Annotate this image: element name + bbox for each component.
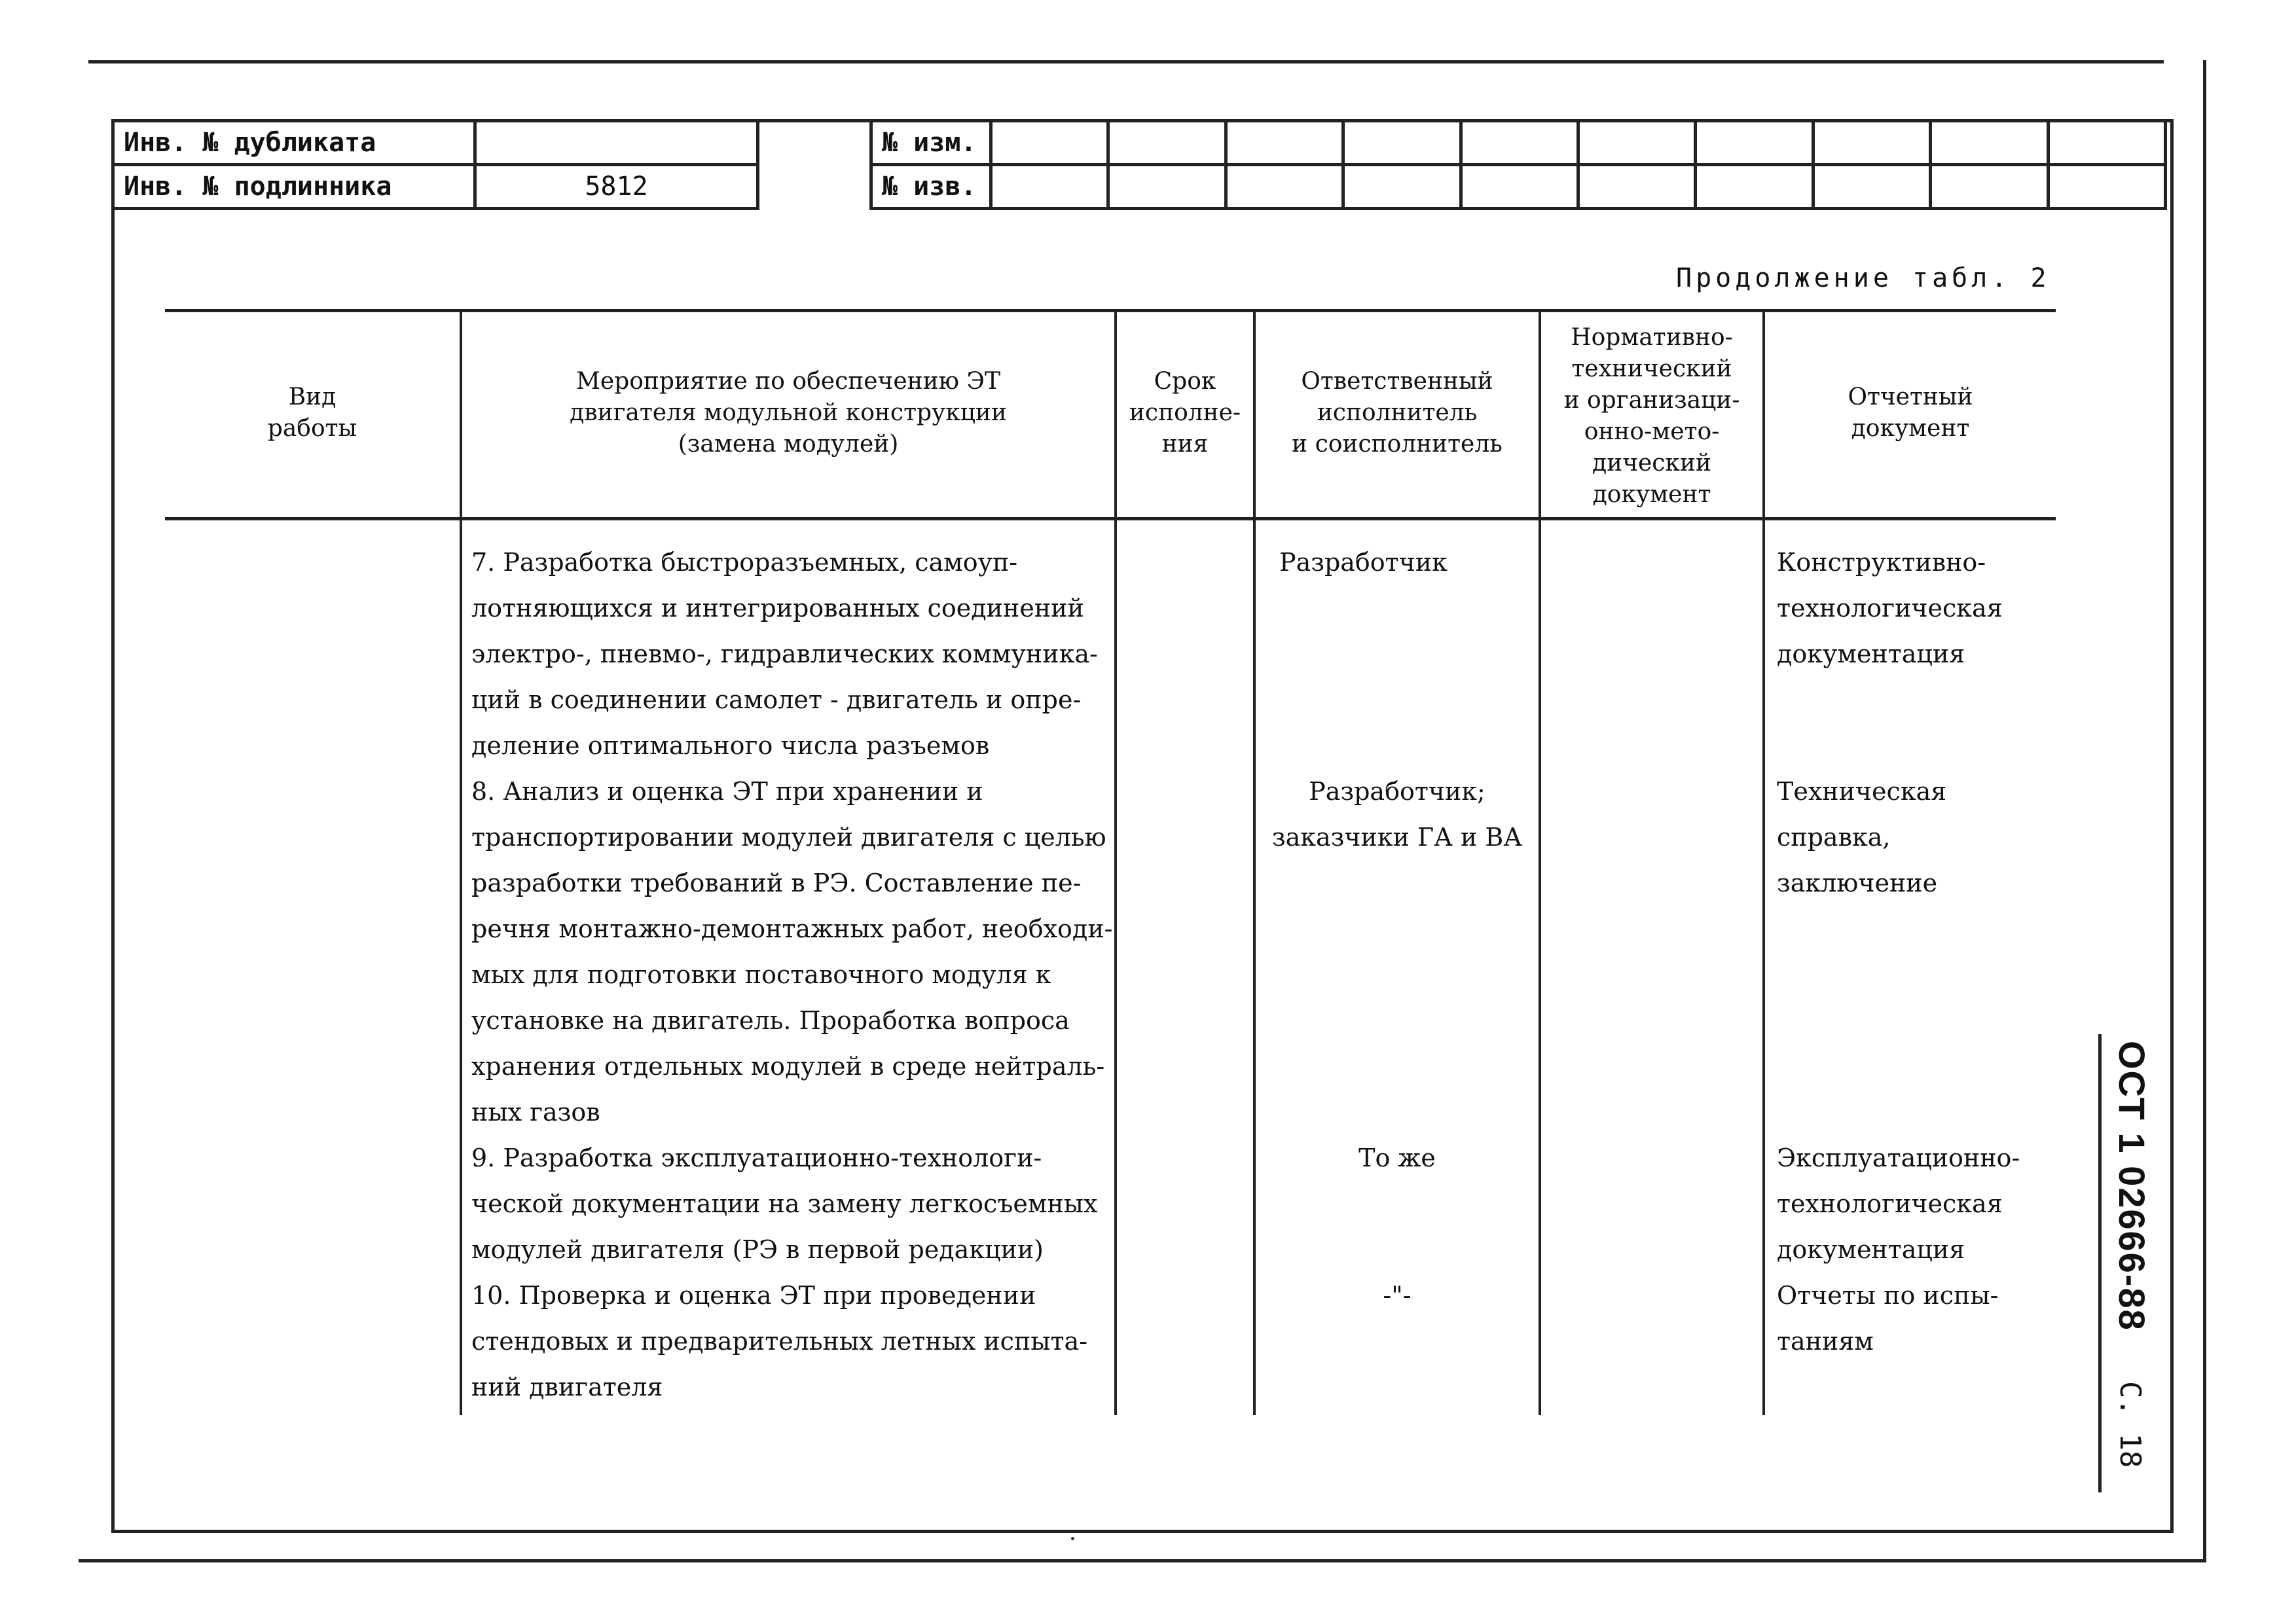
original-inv-value: 5812 [475, 165, 758, 209]
row-8-measure: 8. Анализ и оценка ЭТ при хранении и транспортировании модулей двигателя с целью разработки требований в РЭ. Составление пе- речня монтажно-демонтажных работ, необходи- мых для подготовки поставочного модуля к установке на двигатель. Проработка вопроса хранения отдельных модулей в среде нейтраль- ных газов [471, 777, 1113, 1127]
notice-cell [1461, 165, 1578, 209]
change-cell [1578, 121, 1695, 165]
notice-cell [1226, 165, 1343, 209]
duplicate-inv-value [475, 121, 758, 165]
change-cell [1108, 121, 1226, 165]
right-rule [2203, 60, 2206, 1561]
original-inv-label: Инв. № подлинника [113, 165, 475, 209]
change-cell [1226, 121, 1343, 165]
row-7-report: Конструктивно- технологическая документация [1777, 548, 2003, 668]
header-deadline: Срок исполне- ния [1129, 368, 1241, 458]
change-cell [2048, 121, 2165, 165]
top-rule [88, 60, 2164, 63]
row-8-responsible: Разработчик; заказчики ГА и ВА [1271, 777, 1523, 852]
notice-cell [1696, 165, 1813, 209]
row-9-responsible: То же [1358, 1144, 1436, 1172]
notice-cell [991, 165, 1108, 209]
row-9-measure: 9. Разработка эксплуатационно-технологи- ческой документации на замену легкосъемных модулей двигателя (РЭ в первой редакции) [471, 1144, 1098, 1264]
bottom-rule [79, 1559, 2206, 1562]
row-8-report: Техническая справка, заключение [1777, 777, 1947, 897]
change-cell [1931, 121, 2048, 165]
change-cell [1461, 121, 1578, 165]
notice-cell [1343, 165, 1461, 209]
change-cell [991, 121, 1108, 165]
header-work-type: Вид работы [267, 384, 357, 442]
notice-cell [1813, 165, 1930, 209]
change-cell [1343, 121, 1461, 165]
standard-designation: ОСТ 1 02666-88 [2111, 1041, 2153, 1331]
change-cell [1696, 121, 1813, 165]
header-bottom-rule [165, 517, 2056, 520]
header-responsible: Ответственный исполнитель и соисполнитель [1292, 368, 1503, 458]
row-10-report: Отчеты по испы- таниям [1777, 1281, 1999, 1356]
notice-cell [1578, 165, 1695, 209]
row-10-measure: 10. Проверка и оценка ЭТ при проведении стендовых и предварительных летных испыта- ний двигателя [471, 1281, 1088, 1401]
side-rule [2098, 1034, 2102, 1492]
row-7-responsible: Разработчик [1279, 548, 1448, 577]
notice-cell [1931, 165, 2048, 209]
notice-cell [1108, 165, 1226, 209]
row-7-measure: 7. Разработка быстроразъемных, самоуп- лотняющихся и интегрированных соединений электро-, пневмо-, гидравлических коммуника- ций в соединении самолет - двигатель и опре- деление оптимального числа разъемов [471, 548, 1098, 760]
row-10-responsible: -"- [1383, 1281, 1412, 1310]
header-report-doc: Отчетный документ [1848, 384, 1973, 442]
change-register [869, 119, 2167, 210]
duplicate-inv-label: Инв. № дубликата [113, 121, 475, 165]
change-no-label: № изм. [871, 121, 991, 165]
inventory-stamp [111, 119, 759, 210]
change-cell [1813, 121, 1930, 165]
header-normative-doc: Нормативно- технический и организаци- онно-мето- дический документ [1563, 324, 1740, 508]
row-9-report: Эксплуатационно- технологическая документация [1777, 1144, 2020, 1264]
table-continuation-caption: Продолжение табл. 2 [1676, 263, 2050, 293]
activities-table [165, 309, 2056, 1422]
header-measure: Мероприятие по обеспечению ЭТ двигателя модульной конструкции (замена модулей) [570, 368, 1007, 458]
notice-cell [2048, 165, 2165, 209]
page-number: С. 18 [2113, 1381, 2147, 1468]
scan-speck [1071, 1537, 1074, 1540]
notice-no-label: № изв. [871, 165, 991, 209]
